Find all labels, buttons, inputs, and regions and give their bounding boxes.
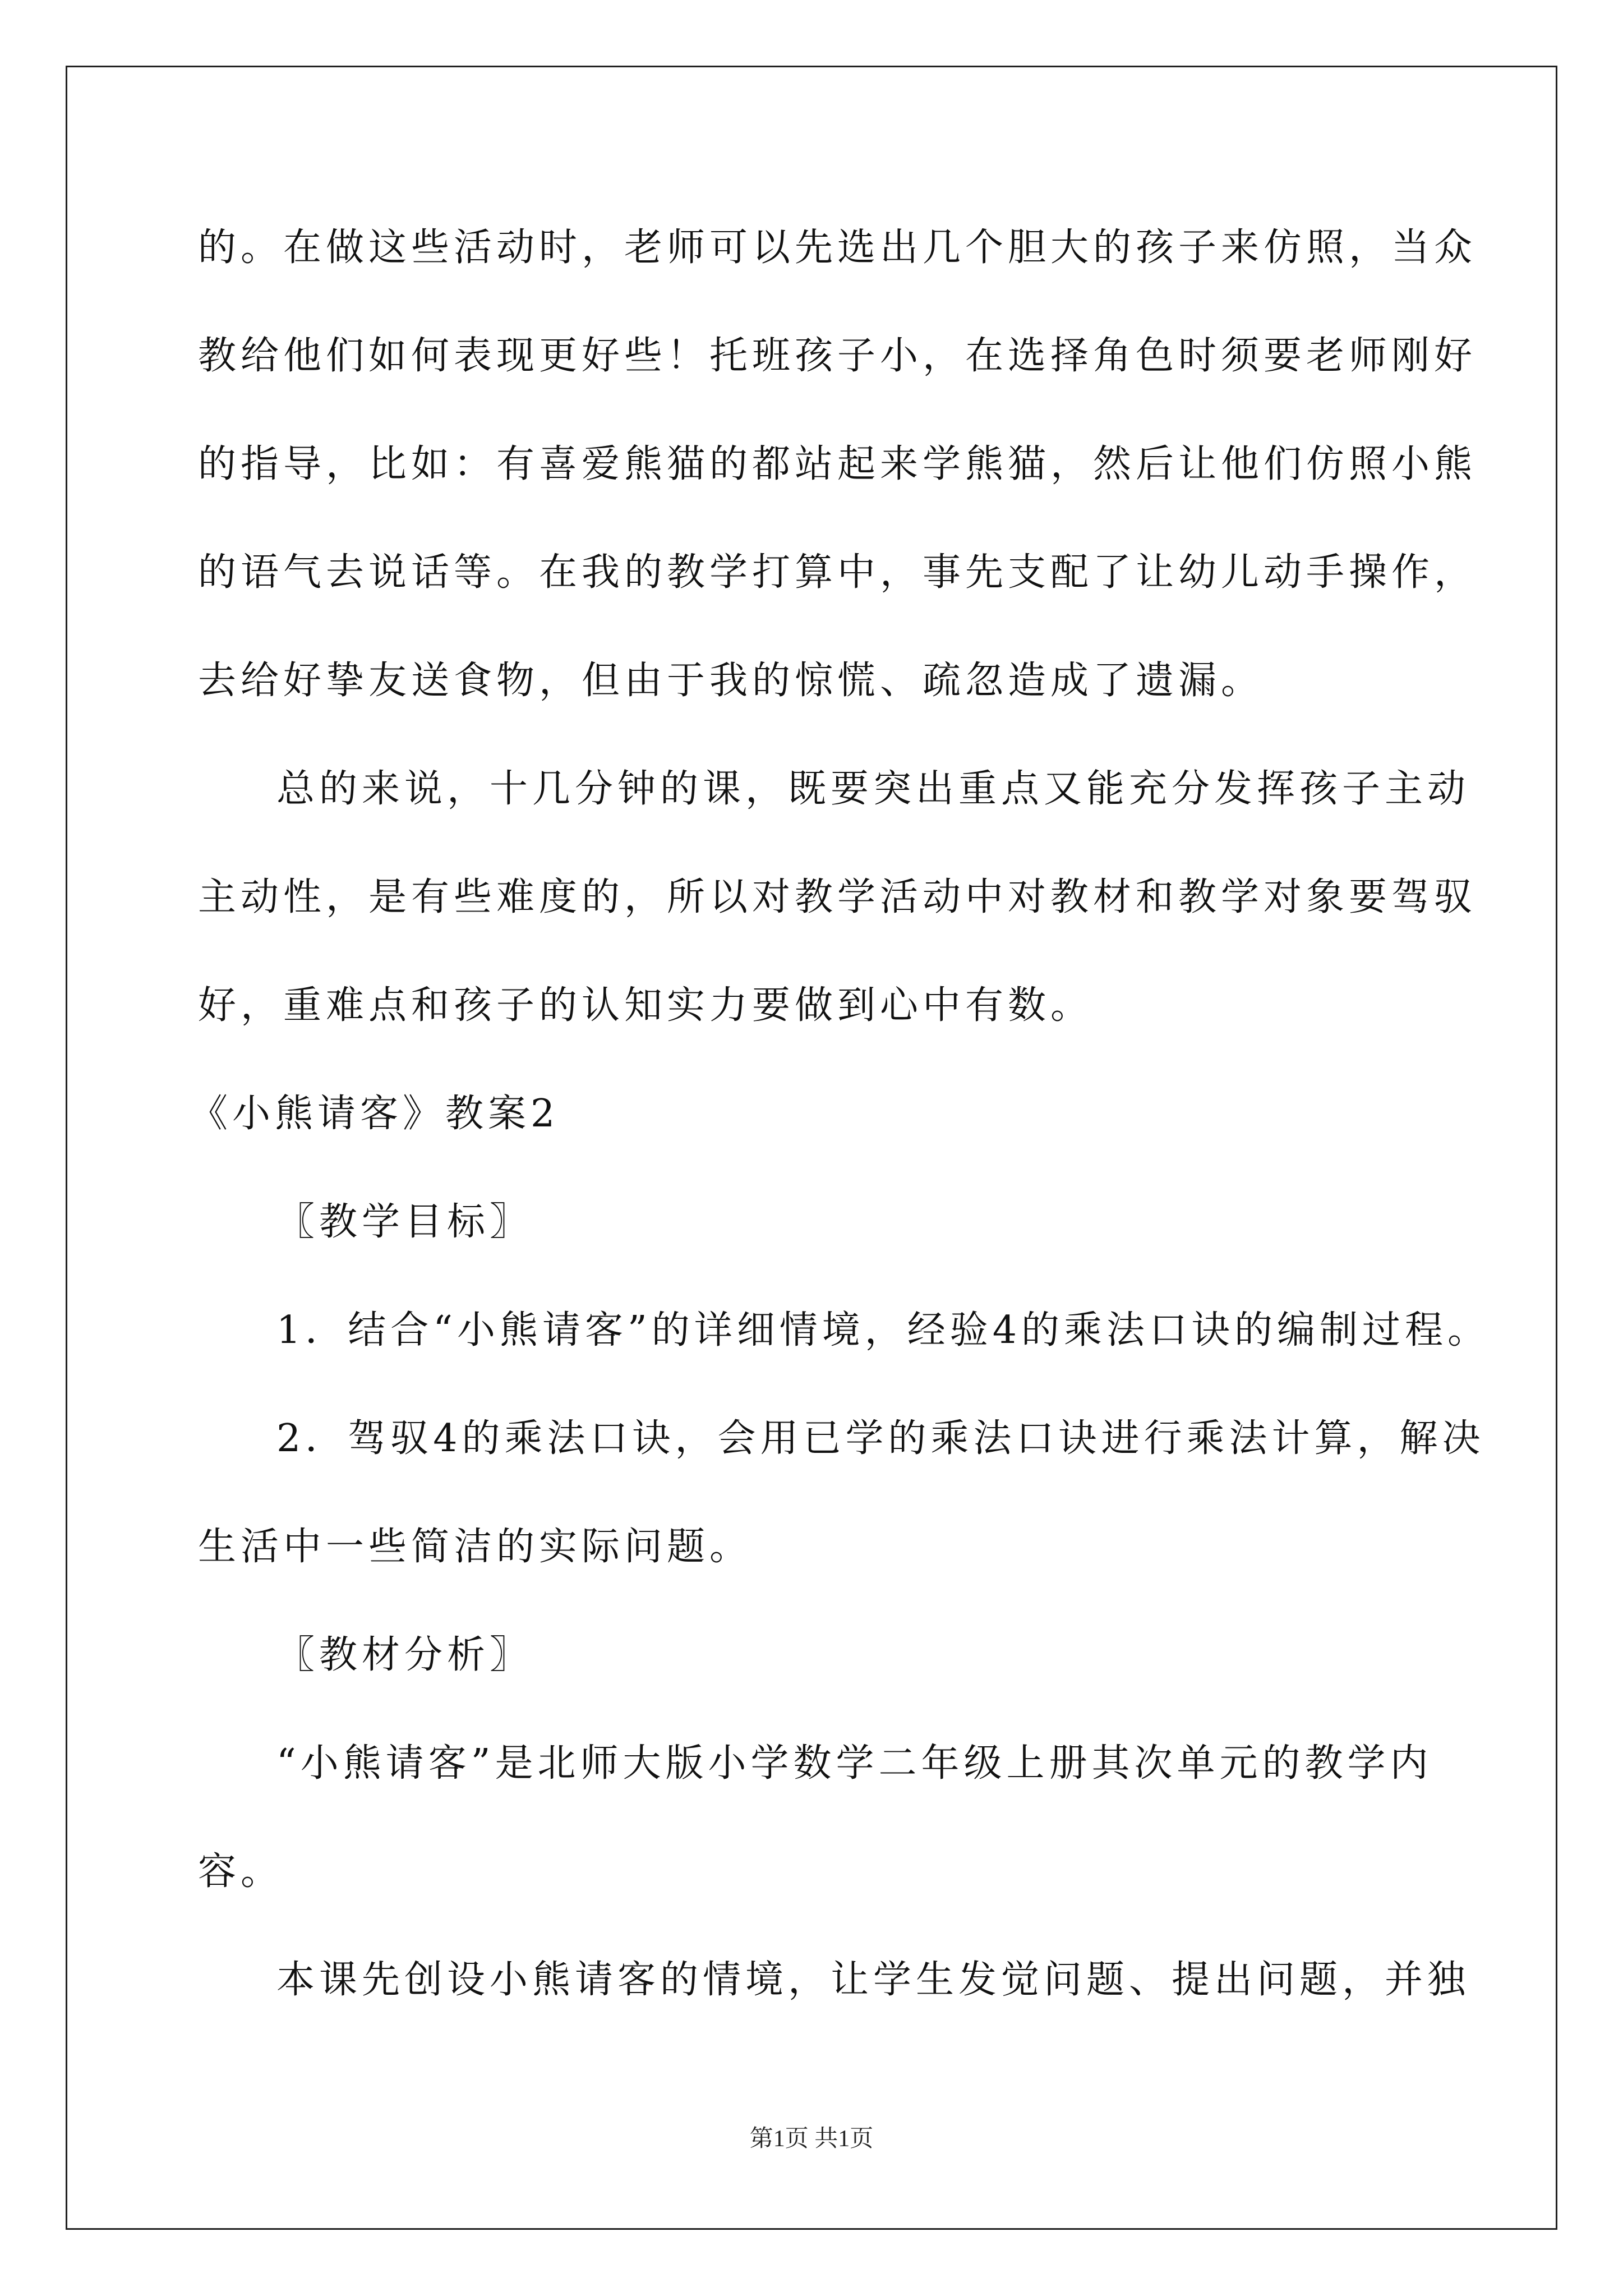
text-line: 的。在做这些活动时，老师可以先选出几个胆大的孩子来仿照，当众 [198,226,1477,270]
section-heading: 《小熊请客》教案2 [190,1092,560,1136]
text-line: 生活中一些简洁的实际问题。 [198,1525,753,1569]
text-line: 总的来说，十几分钟的课，既要突出重点又能充分发挥孩子主动 [276,767,1470,811]
text-line: 去给好挚友送食物，但由于我的惊慌、疏忽造成了遗漏。 [198,659,1264,703]
text-line: 的语气去说话等。在我的教学打算中，事先支配了让幼儿动手操作， [198,550,1477,595]
text-line: 2．驾驭4的乘法口诀，会用已学的乘法口诀进行乘法计算，解决 [276,1416,1485,1461]
subheading-material-analysis: 〖教材分析〗 [276,1633,533,1677]
text-line: 主动性，是有些难度的，所以对教学活动中对教材和教学对象要驾驭 [198,875,1477,919]
text-line: 容。 [198,1849,284,1894]
text-line: 1．结合“小熊请客”的详细情境，经验4的乘法口诀的编制过程。 [276,1308,1491,1352]
page-border [66,66,1557,2230]
text-line: 本课先创设小熊请客的情境，让学生发觉问题、提出问题，并独 [276,1958,1470,2002]
text-line: 教给他们如何表现更好些！托班孩子小，在选择角色时须要老师刚好 [198,334,1477,378]
text-line: “小熊请客”是北师大版小学数学二年级上册其次单元的教学内 [276,1741,1433,1786]
subheading-teaching-goals: 〖教学目标〗 [276,1200,533,1244]
text-line: 好，重难点和孩子的认知实力要做到心中有数。 [198,983,1094,1028]
text-line: 的指导，比如：有喜爱熊猫的都站起来学熊猫，然后让他们仿照小熊 [198,442,1477,486]
page-footer: 第1页 共1页 [749,2126,874,2152]
